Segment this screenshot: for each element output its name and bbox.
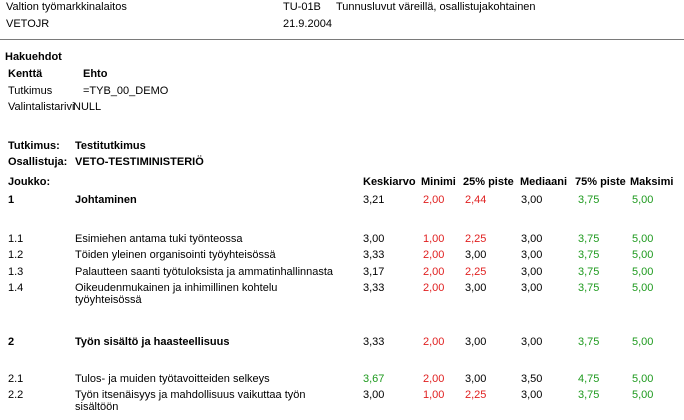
row-value: 2,25 <box>465 266 487 278</box>
row-value: 5,00 <box>632 233 654 245</box>
row-value: 3,00 <box>363 233 385 245</box>
row-value: 3,00 <box>521 389 543 401</box>
row-value: 5,00 <box>632 194 654 206</box>
row-value: 3,00 <box>521 249 543 261</box>
row-label-continued: työyhteisössä <box>75 294 142 306</box>
row-label-continued: sisältöön <box>75 401 119 413</box>
row-value: 3,67 <box>363 373 385 385</box>
row-value: 4,75 <box>578 373 600 385</box>
row-value: 2,00 <box>423 194 445 206</box>
row-value: 3,50 <box>521 373 543 385</box>
row-value: 3,00 <box>521 266 543 278</box>
col-header-p75: 75% piste <box>575 176 626 188</box>
criteria-col-field: Kenttä <box>8 68 43 80</box>
org-name: Valtion työmarkkinalaitos <box>6 1 127 13</box>
row-number: 1 <box>8 194 15 206</box>
row-value: 3,00 <box>465 282 487 294</box>
row-label: Oikeudenmukainen ja inhimillinen kohtelu <box>75 282 278 294</box>
row-value: 3,33 <box>363 336 385 348</box>
row-value: 3,75 <box>578 389 600 401</box>
row-value: 1,00 <box>423 233 445 245</box>
row-number: 1.4 <box>8 282 24 294</box>
row-number: 1.1 <box>8 233 24 245</box>
group-label: Joukko: <box>8 176 51 188</box>
row-value: 5,00 <box>632 266 654 278</box>
row-value: 2,00 <box>423 373 445 385</box>
participant-label: Osallistuja: <box>8 156 68 168</box>
row-value: 3,75 <box>578 194 600 206</box>
criteria-condition: NULL <box>73 101 102 113</box>
row-value: 3,00 <box>363 389 385 401</box>
participant-value: VETO-TESTIMINISTERIÖ <box>75 156 204 168</box>
row-value: 5,00 <box>632 249 654 261</box>
row-value: 3,75 <box>578 266 600 278</box>
row-value: 3,75 <box>578 336 600 348</box>
criteria-field: Tutkimus <box>8 85 53 97</box>
row-value: 3,75 <box>578 233 600 245</box>
row-value: 3,75 <box>578 249 600 261</box>
row-number: 1.2 <box>8 249 24 261</box>
criteria-col-condition: Ehto <box>83 68 108 80</box>
report-title: Tunnusluvut väreillä, osallistujakohtainen <box>336 1 536 13</box>
row-value: 3,00 <box>465 373 487 385</box>
row-value: 3,00 <box>521 282 543 294</box>
col-header-max: Maksimi <box>630 176 674 188</box>
row-label: Palautteen saanti työtuloksista ja ammatinhallinnasta <box>75 266 334 278</box>
row-value: 3,00 <box>521 194 543 206</box>
row-value: 3,17 <box>363 266 385 278</box>
row-label: Johtaminen <box>75 194 137 206</box>
row-value: 3,75 <box>578 282 600 294</box>
row-label: Työn sisältö ja haasteellisuus <box>75 336 230 348</box>
row-value: 3,33 <box>363 282 385 294</box>
row-value: 2,00 <box>423 249 445 261</box>
row-number: 1.3 <box>8 266 24 278</box>
row-value: 2,44 <box>465 194 487 206</box>
row-value: 5,00 <box>632 336 654 348</box>
row-value: 2,00 <box>423 336 445 348</box>
row-number: 2.1 <box>8 373 24 385</box>
row-value: 3,00 <box>521 233 543 245</box>
row-value: 2,00 <box>423 282 445 294</box>
row-value: 5,00 <box>632 373 654 385</box>
col-header-min: Minimi <box>421 176 456 188</box>
row-value: 2,00 <box>423 266 445 278</box>
criteria-heading: Hakuehdot <box>5 51 62 63</box>
report-code: TU-01B <box>283 1 321 13</box>
col-header-mean: Keskiarvo <box>363 176 416 188</box>
row-value: 5,00 <box>632 282 654 294</box>
header-divider <box>0 39 684 40</box>
row-label: Työn itsenäisyys ja mahdollisuus vaikuttaa työn <box>75 389 306 401</box>
row-number: 2 <box>8 336 15 348</box>
row-label: Tulos- ja muiden työtavoitteiden selkeys <box>75 373 270 385</box>
row-value: 2,25 <box>465 233 487 245</box>
study-value: Testitutkimus <box>75 140 146 152</box>
row-label: Esimiehen antama tuki työnteossa <box>75 233 243 245</box>
criteria-field: Valintalistarivi <box>8 101 75 113</box>
criteria-condition: =TYB_00_DEMO <box>83 85 169 97</box>
row-value: 3,21 <box>363 194 385 206</box>
col-header-p25: 25% piste <box>463 176 514 188</box>
report-date: 21.9.2004 <box>283 18 332 30</box>
row-value: 3,33 <box>363 249 385 261</box>
row-number: 2.2 <box>8 389 24 401</box>
row-value: 1,00 <box>423 389 445 401</box>
row-value: 5,00 <box>632 389 654 401</box>
user-id: VETOJR <box>6 18 50 30</box>
col-header-median: Mediaani <box>520 176 568 188</box>
row-value: 2,25 <box>465 389 487 401</box>
row-value: 3,00 <box>465 336 487 348</box>
row-label: Töiden yleinen organisointi työyhteisössä <box>75 249 276 261</box>
study-label: Tutkimus: <box>8 140 60 152</box>
row-value: 3,00 <box>521 336 543 348</box>
row-value: 3,00 <box>465 249 487 261</box>
